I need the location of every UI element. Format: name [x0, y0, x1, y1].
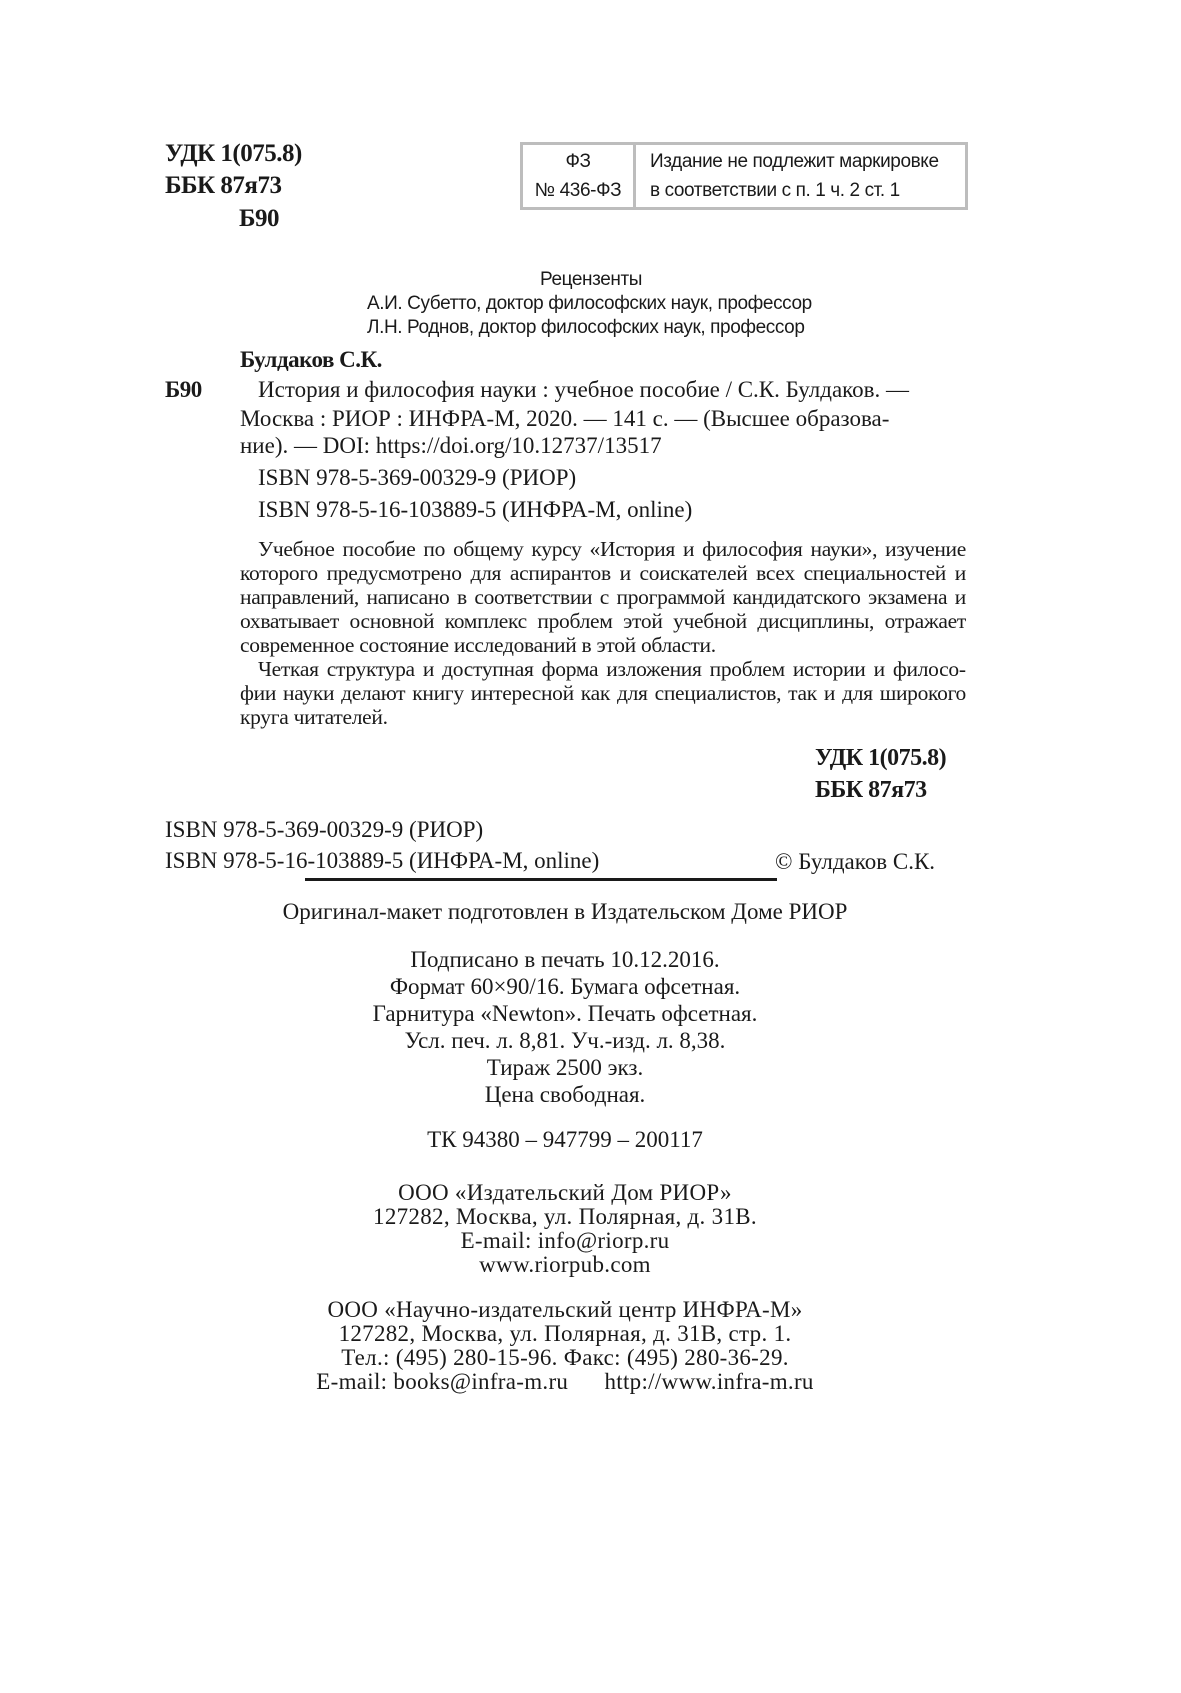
print-info-line: Формат 60×90/16. Бумага офсетная.	[389, 974, 741, 999]
catalog-author: Булдаков С.К.	[240, 347, 382, 372]
catalog-line: История и философия науки : учебное пособие / С.К. Булдаков. —	[258, 377, 910, 402]
divider-rule	[305, 878, 777, 881]
author-mark: Б90	[239, 205, 280, 232]
law-line: ФЗ	[565, 151, 591, 172]
law-cell	[523, 145, 636, 207]
footer-bbk: ББК 87я73	[815, 777, 927, 803]
note-cell	[636, 145, 939, 207]
publisher2-contacts[interactable]: E-mail: books@infra-m.ru http://www.infra-m.ru	[316, 1369, 814, 1394]
footer-udk: УДК 1(075.8)	[815, 745, 947, 771]
marking-box	[520, 142, 968, 210]
law-line: № 436-ФЗ	[534, 180, 622, 201]
reviewer: А.И. Субетто, доктор философских наук, профессор	[367, 293, 812, 314]
print-info-line: Гарнитура «Newton». Печать офсетная.	[372, 1001, 758, 1026]
publisher1-line: 127282, Москва, ул. Полярная, д. 31В.	[373, 1204, 757, 1229]
abstract-paragraph: Четкая структура и доступная форма изложения проблем истории и философии науки делают книгу интересной как для специалистов, так и для широкого круга читателей.	[240, 657, 966, 729]
isbn-bottom: ISBN 978-5-16-103889-5 (ИНФРА-М, online)	[165, 848, 600, 873]
catalog-line: Москва : РИОР : ИНФРА-М, 2020. — 141 с. — (Высшее образова-	[240, 406, 890, 431]
publisher1-website[interactable]: www.riorpub.com	[479, 1252, 651, 1277]
publisher2-line: ООО «Научно-издательский центр ИНФРА-М»	[327, 1297, 803, 1322]
print-info-line: Цена свободная.	[484, 1082, 646, 1107]
isbn-bottom: ISBN 978-5-369-00329-9 (РИОР)	[165, 817, 484, 842]
note-line: Издание не подлежит маркировке	[650, 151, 939, 172]
publisher1-line: ООО «Издательский Дом РИОР»	[398, 1180, 732, 1205]
layout-note: Оригинал-макет подготовлен в Издательском Доме РИОР	[282, 899, 848, 924]
publisher2-line: 127282, Москва, ул. Полярная, д. 31В, стр. 1.	[338, 1321, 792, 1346]
udk-code: УДК 1(075.8)	[165, 140, 302, 167]
reviewer: Л.Н. Роднов, доктор философских наук, профессор	[367, 317, 805, 338]
print-info-line: Тираж 2500 экз.	[486, 1055, 644, 1080]
bbk-code: ББК 87я73	[165, 172, 282, 199]
copyright: © Булдаков С.К.	[775, 849, 936, 874]
catalog-code: Б90	[165, 377, 202, 402]
abstract-paragraph: Учебное пособие по общему курсу «История и философия науки», изучение которого предусмотрено для аспирантов и соискателей всех специальностей и направлений, написано в соответствии с программой кандидатского экзамена и охватывает основной комплекс проблем этой учебной дисциплины, отражает современное состояние исследований в этой области.	[240, 537, 966, 657]
reviewers-title: Рецензенты	[540, 269, 643, 290]
catalog-line: ние). — DOI: https://doi.org/10.12737/13517	[240, 433, 662, 458]
publisher2-line: Тел.: (495) 280-15-96. Факс: (495) 280-36-29.	[341, 1345, 789, 1370]
abstract	[240, 537, 966, 729]
publisher1-email[interactable]: E-mail: info@riorp.ru	[460, 1228, 670, 1253]
catalog-isbn: ISBN 978-5-369-00329-9 (РИОР)	[258, 465, 577, 490]
print-info-line: Усл. печ. л. 8,81. Уч.-изд. л. 8,38.	[404, 1028, 726, 1053]
print-info-line: Подписано в печать 10.12.2016.	[410, 947, 720, 972]
tk-code: ТК 94380 – 947799 – 200117	[427, 1127, 703, 1152]
catalog-isbn: ISBN 978-5-16-103889-5 (ИНФРА-М, online)	[258, 497, 693, 522]
note-line: в соответствии с п. 1 ч. 2 ст. 1	[650, 180, 900, 201]
